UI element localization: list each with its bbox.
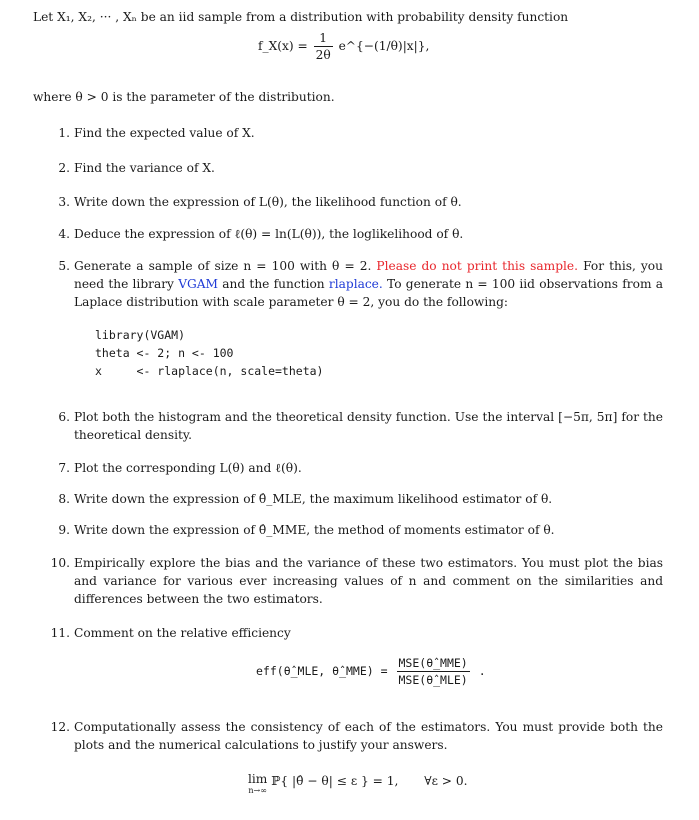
item-text: Find the variance of X. bbox=[74, 161, 215, 175]
code-line: theta <- 2; n <- 100 bbox=[95, 346, 234, 360]
limit-operator bbox=[248, 772, 267, 796]
limit-subscript: n→∞ bbox=[248, 786, 267, 795]
item-text: Write down the expression of θ̂_MLE, the maximum likelihood estimator of θ. bbox=[74, 492, 553, 506]
vgam-link[interactable]: VGAM bbox=[178, 277, 219, 291]
item-number: 12. bbox=[50, 720, 70, 734]
list-item bbox=[48, 490, 663, 508]
efficiency-formula: eff(θ̂_MLE, θ̂_MME) = $\frac{\text{MSE(θ̂\_MME)}}{\text{MSE(θ̂\_MLE)}}$ . bbox=[256, 656, 486, 687]
item5-text-a: Generate a sample of size n = 100 with θ = 2. bbox=[74, 259, 372, 273]
limit-label: lim bbox=[248, 772, 268, 786]
item-text bbox=[74, 257, 663, 311]
item-number: 1. bbox=[58, 126, 70, 140]
consistency-quantifier: ∀ε > 0. bbox=[424, 774, 468, 788]
intro-text: Let X₁, X₂, ··· , Xₙ be an iid sample from a distribution with probability density function bbox=[33, 10, 569, 24]
list-item bbox=[48, 225, 663, 243]
efficiency-denominator: MSE(θ̂_MLE) bbox=[398, 673, 468, 687]
density-formula bbox=[258, 30, 429, 63]
efficiency-lhs: eff(θ̂_MLE, θ̂_MME) = bbox=[256, 664, 388, 678]
item-text: Empirically explore the bias and the variance of these two estimators. You must plot the bias and variance for various ever increasing values of n and comment on the similarities and differences between the two estimators. bbox=[74, 556, 663, 606]
density-exponential: e^{−(1/θ)|x|}, bbox=[338, 39, 430, 53]
item-number: 11. bbox=[50, 626, 70, 640]
item-number: 4. bbox=[58, 227, 70, 241]
item-text: Find the expected value of X. bbox=[74, 126, 255, 140]
list-item bbox=[48, 554, 663, 608]
density-lhs: f_X(x) = bbox=[258, 39, 308, 53]
list-item bbox=[48, 521, 663, 539]
list-item bbox=[48, 193, 663, 211]
rlaplace-link[interactable]: rlaplace. bbox=[328, 277, 383, 291]
item-text: Write down the expression of L(θ), the likelihood function of θ. bbox=[74, 195, 462, 209]
density-numerator: 1 bbox=[314, 30, 333, 47]
item5-text-c: and the function bbox=[222, 277, 325, 291]
item-number: 7. bbox=[58, 461, 70, 475]
item-number: 3. bbox=[58, 195, 70, 209]
density-fraction bbox=[314, 30, 333, 63]
item5-text-b: For this, you need the library bbox=[74, 259, 663, 291]
item-number: 9. bbox=[58, 523, 70, 537]
consistency-body: ℙ{ |θ̂ − θ| ≤ ε } = 1, bbox=[271, 774, 399, 788]
list-item bbox=[48, 159, 663, 177]
list-item bbox=[48, 124, 663, 142]
list-item bbox=[48, 408, 663, 444]
list-item bbox=[48, 459, 663, 477]
item-number: 8. bbox=[58, 492, 70, 506]
density-denominator: 2θ bbox=[315, 48, 331, 62]
item5-warning: Please do not print this sample. bbox=[376, 259, 579, 273]
item-number: 2. bbox=[58, 161, 70, 175]
item-text: Plot both the histogram and the theoretical density function. Use the interval [−5π, 5π] for the theoretical density. bbox=[74, 410, 663, 442]
efficiency-numerator: MSE(θ̂_MME) bbox=[398, 656, 468, 670]
code-line: x <- rlaplace(n, scale=theta) bbox=[95, 364, 324, 378]
item-text: Deduce the expression of ℓ(θ) = ln(L(θ)), the loglikelihood of θ. bbox=[74, 227, 464, 241]
list-item bbox=[48, 718, 663, 754]
item-number: 6. bbox=[58, 410, 70, 424]
list-item bbox=[48, 257, 663, 311]
item-text: Comment on the relative efficiency bbox=[74, 626, 291, 640]
item5-text-d: To generate n = 100 iid observations from a Laplace distribution with scale parameter θ = 2, you do the following: bbox=[74, 277, 664, 309]
item-number: 5. bbox=[58, 259, 70, 273]
item-text: Plot the corresponding L(θ) and ℓ(θ). bbox=[74, 461, 302, 475]
parameter-note: where θ > 0 is the parameter of the distribution. bbox=[33, 90, 335, 104]
item-text: Computationally assess the consistency of each of the estimators. You must provide both the plots and the numerical calculations to justify your answers. bbox=[74, 720, 663, 752]
item-number: 10. bbox=[50, 556, 70, 570]
consistency-formula bbox=[248, 772, 468, 796]
code-line: library(VGAM) bbox=[95, 328, 186, 342]
code-block bbox=[95, 326, 323, 380]
efficiency-fraction bbox=[397, 655, 470, 688]
item-text: Write down the expression of θ̂_MME, the method of moments estimator of θ. bbox=[74, 523, 555, 537]
list-item bbox=[48, 624, 663, 642]
